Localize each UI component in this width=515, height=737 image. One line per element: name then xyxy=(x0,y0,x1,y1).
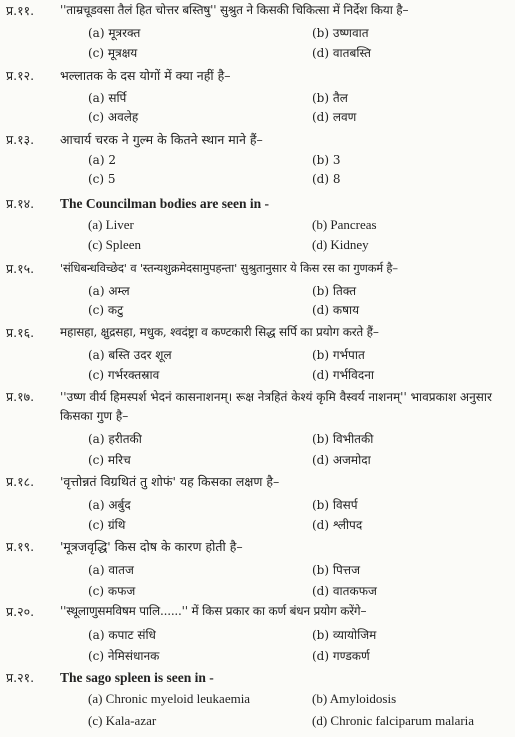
question-number: प्र.११. xyxy=(6,3,35,18)
option-d: (d) लवण xyxy=(312,110,357,124)
option-a: (a) वातज xyxy=(88,563,134,577)
option-a: (a) Liver xyxy=(88,217,134,232)
option-d: (d) 8 xyxy=(312,172,341,186)
option-d: (d) गण्डकर्ण xyxy=(312,649,370,663)
option-b: (b) तैल xyxy=(312,91,348,105)
option-c: (c) मरिच xyxy=(88,453,131,467)
question-number: प्र.२१. xyxy=(6,670,35,685)
option-b: (b) विसर्प xyxy=(312,498,358,512)
question-text: ''स्थूलाणुसमविषम पालि......'' में किस प्रकार का कर्ण बंधन प्रयोग करेंगे– xyxy=(60,604,367,618)
option-b: (b) गर्भपात xyxy=(312,348,365,362)
question-number: प्र.२०. xyxy=(6,604,35,619)
option-a: (a) सर्पि xyxy=(88,91,127,105)
question-number: प्र.१४. xyxy=(6,196,35,211)
question-text: 'वृत्तोन्नतं विग्रथितं तु शोफं' यह किसका लक्षण है– xyxy=(60,474,280,489)
option-b: (b) 3 xyxy=(312,153,341,167)
option-b: (b) Pancreas xyxy=(312,217,377,232)
option-b: (b) उष्णवात xyxy=(312,26,369,40)
option-d: (d) Kidney xyxy=(312,237,369,252)
option-c: (c) Kala-azar xyxy=(88,713,157,728)
option-c: (c) गर्भरक्तस्राव xyxy=(88,368,160,382)
option-a: (a) Chronic myeloid leukaemia xyxy=(88,691,251,706)
question-text: The sago spleen is seen in - xyxy=(60,670,214,685)
question-number: प्र.१३. xyxy=(6,132,35,147)
question-text: 'मूत्रजवृद्धि' किस दोष के कारण होती है– xyxy=(60,539,243,554)
question-text: भल्लातक के दस योगों में क्या नहीं है– xyxy=(60,68,231,83)
question-number: प्र.१८. xyxy=(6,474,35,489)
option-d: (d) अजमोदा xyxy=(312,453,371,467)
option-d: (d) वातकफज xyxy=(312,584,377,598)
option-c: (c) अवलेह xyxy=(88,110,139,124)
option-d: (d) Chronic falciparum malaria xyxy=(312,713,475,728)
option-c: (c) Spleen xyxy=(88,237,142,252)
option-c: (c) 5 xyxy=(88,172,116,186)
question-text: महासहा, क्षुद्रसहा, मधुक, श्वदंष्ट्रा व कण्टकारी सिद्ध सर्पि का प्रयोग करते हैं– xyxy=(60,325,379,339)
question-text: The Councilman bodies are seen in - xyxy=(60,196,270,211)
question-text: आचार्य चरक ने गुल्म के कितने स्थान माने हैं– xyxy=(60,132,263,147)
option-c: (c) नेमिसंधानक xyxy=(88,649,160,663)
option-a: (a) 2 xyxy=(88,153,116,167)
option-c: (c) ग्रंथि xyxy=(88,518,126,532)
option-c: (c) कटु xyxy=(88,303,124,317)
question-number: प्र.१५. xyxy=(6,261,35,276)
option-a: (a) अर्बुद xyxy=(88,498,131,512)
option-b: (b) पित्तज xyxy=(312,563,360,577)
option-b: (b) विभीतकी xyxy=(312,432,374,446)
option-d: (d) गर्भविदना xyxy=(312,368,374,382)
option-a: (a) हरीतकी xyxy=(88,432,142,446)
option-d: (d) श्लीपद xyxy=(312,518,363,532)
option-c: (c) कफज xyxy=(88,584,136,598)
question-number: प्र.१२. xyxy=(6,68,35,83)
option-b: (b) Amyloidosis xyxy=(312,691,397,706)
option-a: (a) मूत्ररक्त xyxy=(88,26,141,40)
option-d: (d) कषाय xyxy=(312,303,360,317)
question-number: प्र.१९. xyxy=(6,539,35,554)
option-c: (c) मूत्रक्षय xyxy=(88,46,138,60)
option-a: (a) बस्ति उदर शूल xyxy=(88,348,172,362)
question-number: प्र.१६. xyxy=(6,325,35,340)
question-text: ''उष्ण वीर्य हिमस्पर्श भेदनं कासनाशनम्। रूक्ष नेत्रहितं केश्यं कृमि वैस्वर्य नाशनम्'' भावप्रकाश अनुसार किसका गुण है– xyxy=(60,390,492,423)
option-a: (a) अम्ल xyxy=(88,284,130,298)
option-d: (d) वातबस्ति xyxy=(312,46,371,60)
question-text: 'संधिबन्धविच्छेद' व 'स्तन्यशुक्रमेदसामुपहन्ता' सुश्रुतानुसार ये किस रस का गुणकर्म है– xyxy=(60,261,398,275)
option-a: (a) कपाट संधि xyxy=(88,628,156,642)
option-b: (b) तिक्त xyxy=(312,284,357,298)
question-text: ''ताम्रचूडवसा तैलं हित चोत्तर बस्तिषु'' सुश्रुत ने किसकी चिकित्सा में निर्देश किया है– xyxy=(60,3,409,17)
question-number: प्र.१७. xyxy=(6,389,35,404)
option-b: (b) व्यायोजिम xyxy=(312,628,377,642)
